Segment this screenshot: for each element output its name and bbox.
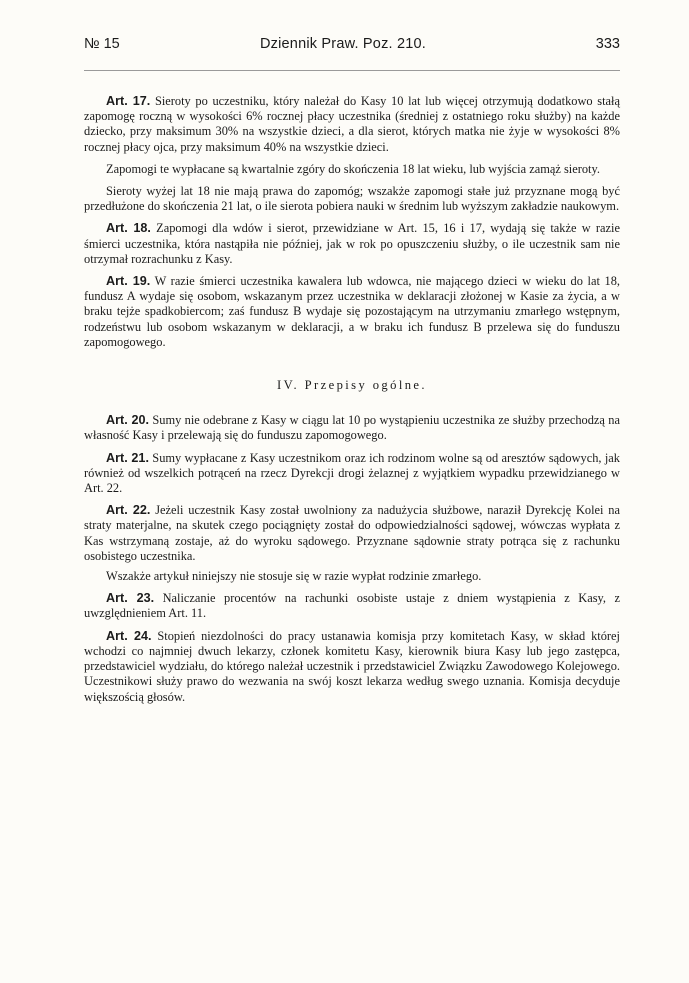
article-23-paragraph (84, 591, 620, 621)
issue-number: № 15 (84, 36, 120, 52)
article-22-paragraph-1 (84, 503, 620, 564)
article-24-text: Stopień niezdolności do pracy ustanawia komisja przy komitetach Kasy, w skład której wchodzi co najmniej dwuch lekarzy, członek komitetu Kasy, kierownik biura Kasy lub jego zastępca, przedstawiciel wydziału, do którego należał uczestnik i przedstawiciel Związku Zawodowego Kolejowego. Uczestnikowi służy prawo do wezwania na swój koszt lekarza według swego uznania. Komisja decyduje większością głosów. (84, 628, 621, 704)
section-heading: IV. Przepisy ogólne. (277, 378, 427, 393)
article-18-text: Zapomogi dla wdów i sierot, przewidziane w Art. 15, 16 i 17, wydają się także w razie śmierci uczestnika, która nastąpiła nie później, jak w rok po opuszczeniu służby, o ile uczestnik sam nie otrzymał rozrachunku z Kasy. (84, 221, 620, 266)
article-22-text-1: Jeżeli uczestnik Kasy został uwolniony za nadużycia służbowe, naraził Dyrekcję Kolei na straty materjalne, na skutek czego pociągnięty został do odpowiedzialności sądowej, wówczas wypłata z Kas wstrzymaną zostaje, aż do wyroku sądowego. Przyznane sądownie straty potrąca się z rachunku osobistego uczestnika. (84, 503, 620, 563)
article-22-text-2: Wszakże artykuł niniejszy nie stosuje się w razie wypłat rodzinie zmarłego. (106, 569, 482, 584)
article-17-text-2: Zapomogi te wypłacane są kwartalnie zgóry do skończenia 18 lat wieku, lub wyjścia zamąż sieroty. (106, 161, 600, 176)
article-19-text: W razie śmierci uczestnika kawalera lub wdowca, nie mającego dzieci w wieku do lat 18, fundusz A wydaje się osobom, wskazanym przez uczestnika w deklaracji złożonej w Kasie za życia, a w braku tejże spadkobiercom; zaś fundusz B wydaje się pozostającym na utrzymaniu zmarłego wstępnym, rodzeństwu lub osobom wskazanym w deklaracji, a w braku ich fundusz B przelewa się do funduszu zapomogowego. (84, 274, 621, 349)
article-24-paragraph (84, 629, 620, 705)
header-rule (84, 70, 620, 71)
article-22-paragraph-2 (84, 569, 620, 584)
article-22-label: Art. 22. (106, 503, 151, 518)
journal-title: Dziennik Praw. Poz. 210. (260, 36, 426, 52)
article-21-paragraph (84, 451, 620, 497)
page-header (84, 36, 620, 58)
article-20-text: Sumy nie odebrane z Kasy w ciągu lat 10 po wystąpieniu uczestnika ze służby przechodzą na własność Kasy i przelewają się do funduszu zapomogowego. (84, 413, 620, 443)
article-20-paragraph (84, 413, 620, 443)
article-20-label: Art. 20. (106, 413, 149, 428)
article-17-paragraph-1 (84, 94, 620, 155)
article-21-label: Art. 21. (106, 450, 149, 465)
article-17-text-1: Sieroty po uczestniku, który należał do Kasy 10 lat lub więcej otrzymują dodatkowo stałą zapomogę roczną w wysokości 6% rocznej płacy uczestnika (średniej z ostatniego roku służby) na każde dziecko, przy maksimum 30% na wszystkie dzieci, a dla sierot, których matka nie żyje w wysokości 8% rocznej płacy ojca, przy maksimum 40% na wszystkie dzieci. (84, 94, 620, 154)
page-number: 333 (595, 36, 620, 52)
article-17-paragraph-2 (84, 162, 620, 177)
document-body (84, 94, 620, 712)
article-21-text: Sumy wypłacane z Kasy uczestnikom oraz ich rodzinom wolne są od aresztów sądowych, jak również od wszelkich potrąceń na rzecz Dyrekcji drogi żelaznej z wyjątkiem wypadku przewidzianego w Art. 22. (84, 450, 620, 496)
article-24-label: Art. 24. (106, 628, 152, 643)
article-23-label: Art. 23. (106, 591, 155, 606)
article-17-paragraph-3 (84, 184, 620, 214)
article-18-paragraph (84, 221, 620, 267)
article-17-text-3: Sieroty wyżej lat 18 nie mają prawa do zapomóg; wszakże zapomogi stałe już przyznane mogą być przedłużone do skończenia 21 lat, o ile sierota pobiera nauki w średnim lub wyższym zakładzie naukowym. (84, 184, 620, 214)
article-17-label: Art. 17. (106, 94, 151, 108)
article-23-text: Naliczanie procentów na rachunki osobiste ustaje z dniem wystąpienia z Kasy, z uwzględnieniem Art. 11. (84, 591, 620, 621)
article-19-label: Art. 19. (106, 274, 151, 289)
article-19-paragraph (84, 274, 620, 350)
article-18-label: Art. 18. (106, 221, 151, 236)
